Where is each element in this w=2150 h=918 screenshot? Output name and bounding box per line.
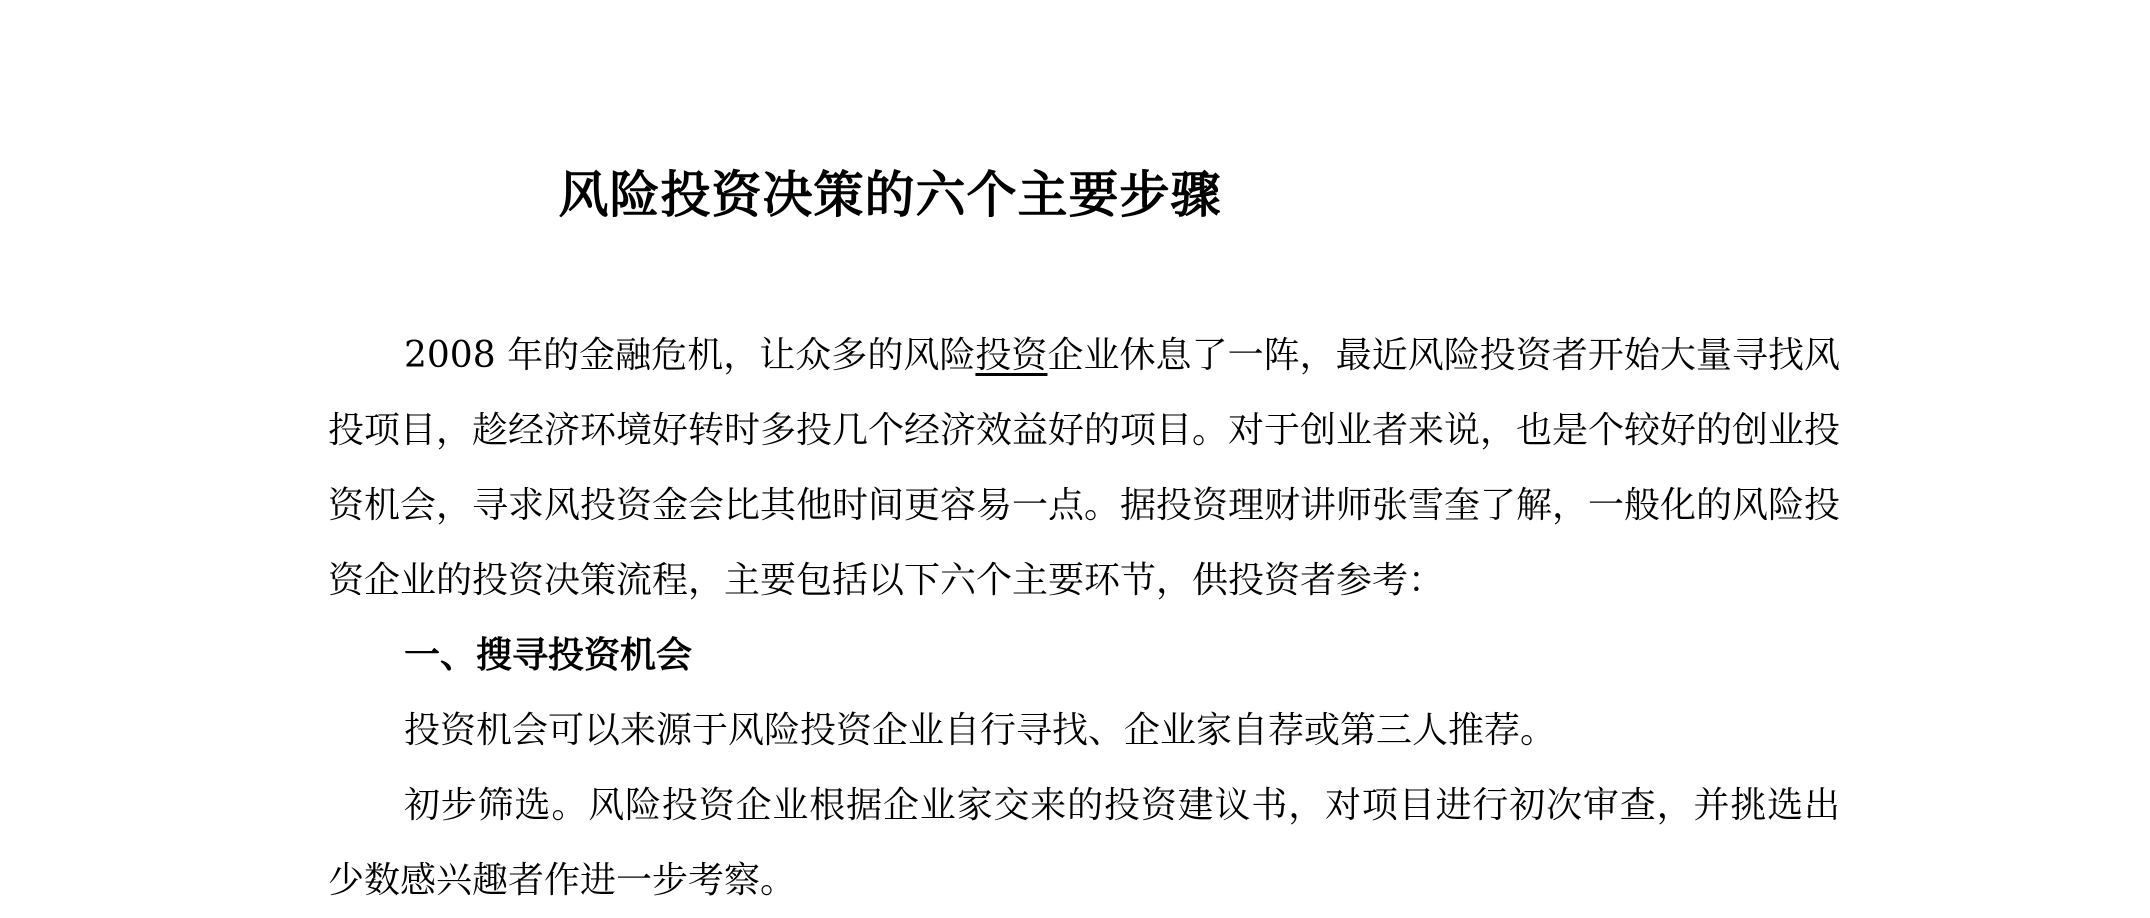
section-heading: 一、搜寻投资机会 xyxy=(404,634,693,676)
section-paragraph-screening: 初步筛选。风险投资企业根据企业家交来的投资建议书，对项目进行初次审查，并挑选出少数感兴趣者作进一步考察。 xyxy=(328,785,1840,901)
document-title: 风险投资决策的六个主要步骤 xyxy=(558,165,1222,224)
investment-link[interactable]: 投资 xyxy=(975,335,1048,376)
document-body xyxy=(328,318,1840,918)
intro-text-start: 2008 年的金融危机，让众多的风险 xyxy=(404,335,976,376)
intro-paragraph xyxy=(328,318,1840,618)
section-paragraph-sources: 投资机会可以来源于风险投资企业自行寻找、企业家自荐或第三人推荐。 xyxy=(404,710,1557,751)
intro-text-end: 企业休息了一阵，最近风险投资者开始大量寻找风投项目，趁经济环境好转时多投几个经济效益好的项目。对于创业者来说，也是个较好的创业投资机会，寻求风投资金会比其他时间更容易一点。据投资理财讲师张雪奎了解，一般化的风险投资企业的投资决策流程，主要包括以下六个主要环节，供投资者参考： xyxy=(328,335,1841,601)
